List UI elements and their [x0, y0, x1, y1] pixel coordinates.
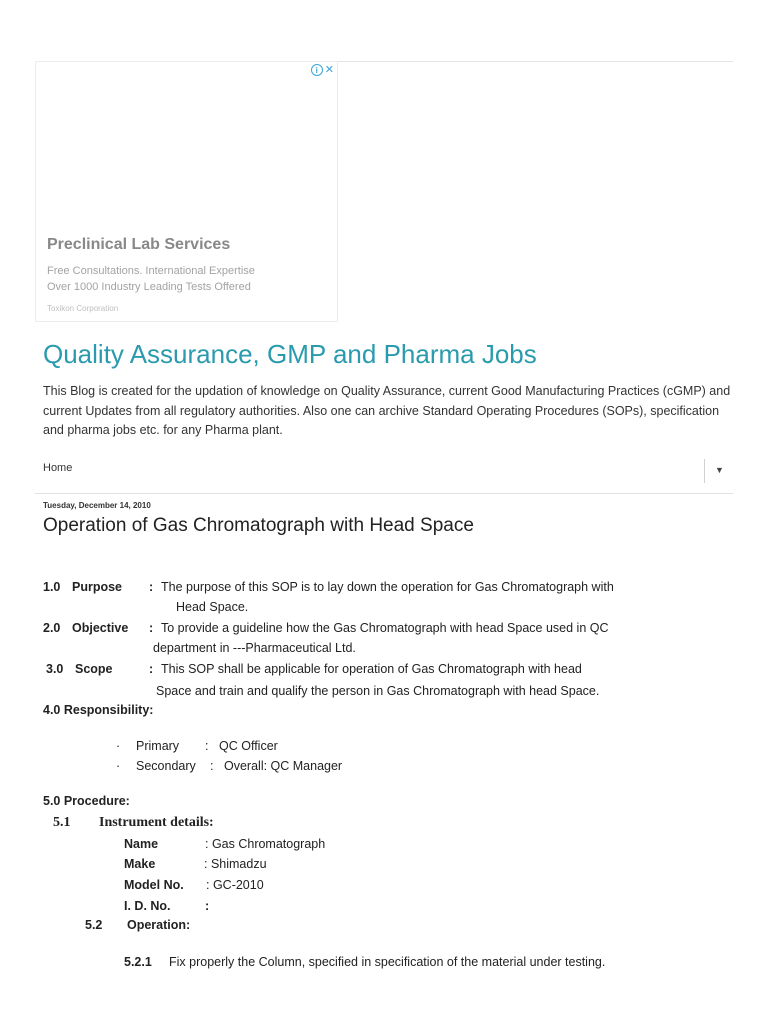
- post-title[interactable]: Operation of Gas Chromatograph with Head Space: [43, 515, 474, 536]
- model-value: : GC-2010: [206, 878, 264, 892]
- operation-number: 5.2: [85, 918, 103, 932]
- instrument-heading: Instrument details:: [99, 815, 214, 830]
- scope-text: This SOP shall be applicable for operation of Gas Chromatograph with head: [161, 662, 582, 676]
- id-value: :: [205, 899, 210, 913]
- ad-sponsor: Toxikon Corporation: [47, 304, 119, 313]
- primary-colon: :: [205, 739, 209, 753]
- purpose-number: 1.0: [43, 580, 61, 594]
- secondary-label: Secondary: [136, 759, 196, 773]
- blog-description: This Blog is created for the updation of knowledge on Quality Assurance, current Good Manufacturing Practices (cGMP) and current Updates from all regulatory authorities. Also one can archive Standard Operating Procedures (SOPs), specification and pharma jobs etc. for any Pharma plant.: [43, 384, 731, 437]
- objective-number: 2.0: [43, 621, 61, 635]
- responsibility-heading: 4.0 Responsibility:: [43, 703, 154, 717]
- primary-value: QC Officer: [219, 739, 278, 753]
- purpose-text-cont: Head Space.: [176, 600, 249, 614]
- name-label: Name: [124, 837, 159, 851]
- info-icon[interactable]: i: [311, 64, 323, 76]
- objective-colon: :: [149, 621, 154, 635]
- model-label: Model No.: [124, 878, 184, 892]
- dropdown-arrow-icon[interactable]: ▼: [715, 465, 724, 475]
- id-label: I. D. No.: [124, 899, 171, 913]
- ad-text-line-1: Free Consultations. International Expertise: [47, 265, 255, 277]
- secondary-value: Overall: QC Manager: [224, 759, 343, 773]
- scope-colon: :: [149, 662, 154, 676]
- nav-divider: [704, 459, 705, 483]
- step-text: Fix properly the Column, specified in specification of the material under testing.: [169, 955, 606, 969]
- secondary-colon: :: [210, 759, 214, 773]
- scope-number: 3.0: [46, 662, 64, 676]
- primary-label: Primary: [136, 739, 180, 753]
- bullet-secondary: ·: [116, 759, 121, 773]
- ad-title[interactable]: Preclinical Lab Services: [47, 236, 231, 253]
- purpose-colon: :: [149, 580, 154, 594]
- objective-text-cont: department in ---Pharmaceutical Ltd.: [153, 641, 356, 655]
- purpose-text: The purpose of this SOP is to lay down the operation for Gas Chromatograph with: [161, 580, 614, 594]
- ad-text-line-2: Over 1000 Industry Leading Tests Offered: [47, 281, 251, 293]
- header-divider: [338, 61, 733, 62]
- operation-heading: Operation:: [127, 918, 191, 932]
- blog-title[interactable]: Quality Assurance, GMP and Pharma Jobs: [43, 339, 537, 369]
- procedure-heading: 5.0 Procedure:: [43, 794, 130, 808]
- close-icon[interactable]: ✕: [324, 63, 334, 76]
- nav-bar: [35, 455, 733, 494]
- nav-home-link[interactable]: Home: [43, 462, 73, 474]
- make-value: : Shimadzu: [204, 857, 267, 871]
- purpose-label: Purpose: [72, 580, 123, 594]
- ad-controls: [311, 64, 334, 76]
- name-value: : Gas Chromatograph: [205, 837, 326, 851]
- bullet-primary: ·: [116, 739, 121, 753]
- step-number: 5.2.1: [124, 955, 152, 969]
- objective-text: To provide a guideline how the Gas Chromatograph with head Space used in QC: [161, 621, 609, 635]
- objective-label: Objective: [72, 621, 129, 635]
- make-label: Make: [124, 857, 156, 871]
- post-date: Tuesday, December 14, 2010: [43, 501, 151, 510]
- scope-label: Scope: [75, 662, 113, 676]
- ad-banner[interactable]: [35, 61, 338, 322]
- scope-text-cont: Space and train and qualify the person in Gas Chromatograph with head Space.: [156, 684, 600, 698]
- instrument-number: 5.1: [53, 815, 71, 830]
